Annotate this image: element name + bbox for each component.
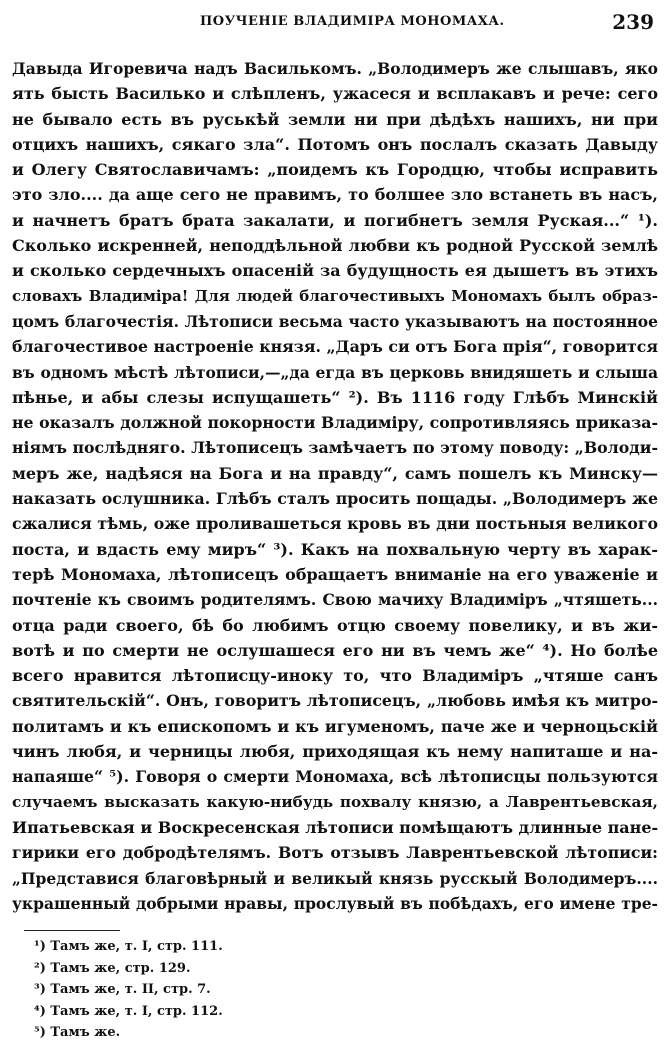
text-line: Ипатьевская и Воскресенская лѣтописи помѣщаютъ длинные пане- (12, 817, 658, 837)
text-line: Сколько искренней, неподдѣльной любви къ родной Русской землѣ (12, 236, 658, 256)
text-line: отцихъ нашихъ, сякаго зла“. Потомъ онъ послалъ сказать Давыду (12, 134, 658, 154)
running-title: ПОУЧЕНІЕ ВЛАДИМІРА МОНОМАХА. (200, 14, 505, 29)
text-line: украшенный добрыми нравы, прослувый въ побѣдахъ, его имене тре- (12, 893, 658, 913)
text-line: меръ же, надѣяся на Бога и на правду“, самъ пошелъ къ Минску— (12, 463, 658, 483)
text-line: ять бысть Василько и слѣпленъ, ужасеся и всплакавъ и рече: сего (12, 84, 658, 104)
text-line: цомъ благочестія. Лѣтописи весьма часто указываютъ на постоянное (12, 311, 658, 331)
text-line: святительскій“. Онъ, говоритъ лѣтописецъ, „любовь имѣя къ митро- (12, 691, 658, 711)
running-header (0, 10, 668, 36)
text-line: политамъ и къ епископомъ и къ игуменомъ, паче же и черноцьскій (12, 716, 658, 736)
footnote-separator (24, 930, 120, 931)
text-line: пѣнье, и абы слезы испущашеть“ ²). Въ 1116 году Глѣбъ Минскій (12, 387, 658, 407)
text-line: отца ради своего, бѣ бо любимъ отцю своему повелику, и въ жи- (12, 615, 658, 635)
text-line: и начнетъ братъ брата закалати, и погибнетъ земля Руская...“ ¹). (12, 210, 658, 230)
text-line: и сколько сердечныхъ опасеній за будущность ея дышетъ въ этихъ (12, 261, 658, 281)
footnote: ⁴) Тамъ же, т. I, стр. 112. (34, 1003, 223, 1019)
text-line: Давыда Игоревича надъ Василькомъ. „Володимеръ же слышавъ, яко (12, 59, 658, 78)
text-line: терѣ Мономаха, лѣтописецъ обращаетъ вниманіе на его уваженіе и (12, 564, 658, 584)
footnote: ²) Тамъ же, стр. 129. (34, 960, 191, 976)
text-line: случаемъ высказать какую-нибудь похвалу князю, а Лаврентьевская, (12, 792, 658, 811)
text-line: вотѣ и по смерти не ослушашеся его ни въ чемъ же“ ⁴). Но болѣе (12, 640, 658, 660)
text-line: чинъ любя, и черницы любя, приходящая къ нему напиташе и на- (12, 742, 658, 762)
text-line: напаяше“ ⁵). Говоря о смерти Мономаха, всѣ лѣтописцы пользуются (12, 767, 658, 787)
footnote: ¹) Тамъ же, т. I, стр. 111. (34, 939, 223, 954)
text-line: и Олегу Святославичамъ: „поидемъ къ Городцю, чтобы исправить (12, 160, 658, 180)
text-line: въ одномъ мѣстѣ лѣтописи,—„да егда въ церковь внидяшеть и слыша (12, 362, 658, 382)
text-line: не бывало есть въ руськѣй земли ни при дѣдѣхъ нашихъ, ни при (12, 109, 658, 129)
text-line: не оказалъ должной покорности Владиміру, сопротивляясь приказа- (12, 413, 658, 433)
text-line: сжалися тѣмь, оже проливашеться кровь въ дни постьныя великого (12, 514, 658, 534)
text-line: „Представися благовѣрный и великый князь русскый Володимеръ.... (12, 868, 658, 888)
text-line: ніямъ послѣдняго. Лѣтописецъ замѣчаетъ по этому поводу: „Володи- (12, 438, 658, 458)
text-line: поста, и вдасть ему миръ“ ³). Какъ на похвальную черту въ харак- (12, 539, 658, 559)
footnotes (34, 936, 634, 1044)
page-number: 239 (612, 10, 654, 34)
text-line: гирики его добродѣтелямъ. Вотъ отзывъ Лаврентьевской лѣтописи: (12, 843, 658, 863)
main-text (12, 56, 658, 916)
footnote: ⁵) Тамъ же. (34, 1025, 121, 1040)
text-line: почтеніе къ своимъ родителямъ. Свою мачиху Владиміръ „чтяшеть... (12, 590, 658, 610)
text-line: это зло.... да аще сего не правимъ, то болшее зло встанеть въ насъ, (12, 185, 658, 205)
text-line: благочестивое настроеніе князя. „Даръ си отъ Бога прія“, говорится (12, 337, 658, 357)
text-line: всего нравится лѣтописцу-иноку то, что Владиміръ „чтяше санъ (12, 666, 658, 686)
footnote: ³) Тамъ же, т. II, стр. 7. (34, 982, 211, 997)
text-line: словахъ Владиміра! Для людей благочестивыхъ Мономахъ былъ образ- (12, 286, 658, 305)
text-line: наказать ослушника. Глѣбъ сталъ просить пощады. „Володимеръ же (12, 489, 658, 509)
